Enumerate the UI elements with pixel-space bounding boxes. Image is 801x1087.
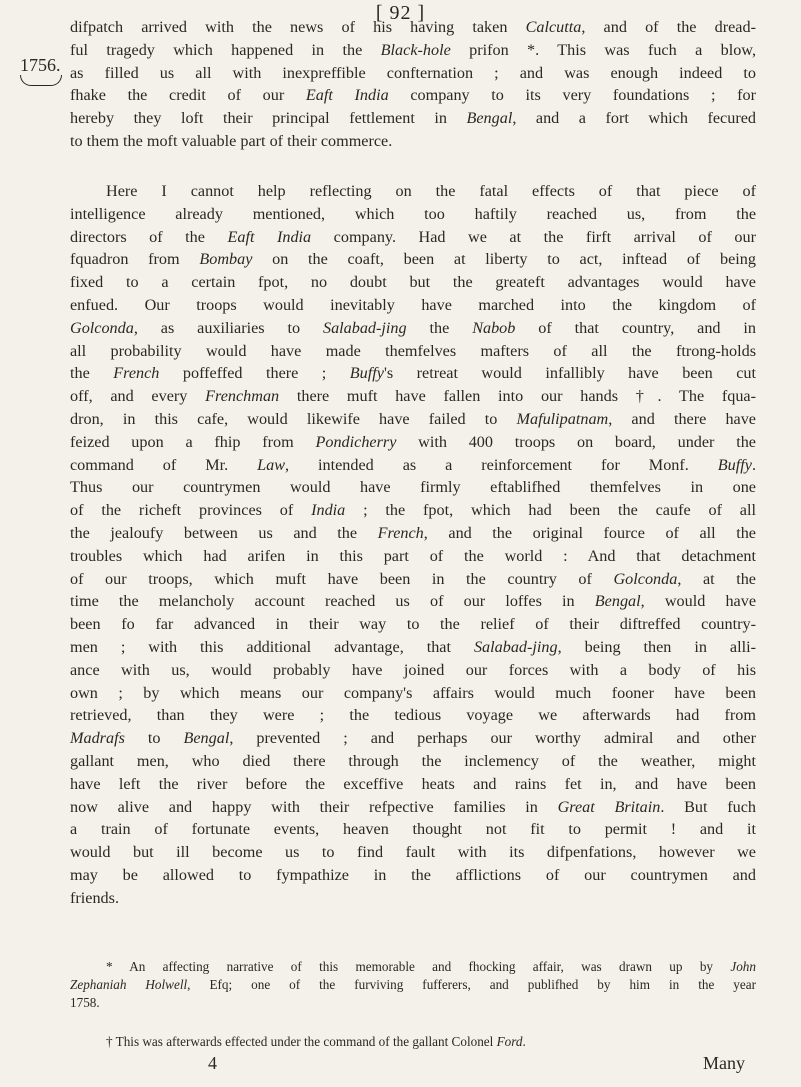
paragraph-1: [70, 16, 756, 153]
paragraph-2: [70, 180, 756, 910]
page-number: [ 92 ]: [375, 2, 426, 24]
text-line: Madrafs to Bengal, prevented ; and perhaps our worthy admiral and other: [70, 729, 756, 748]
text-line: may be allowed to fympathize in the afflictions of our countrymen and: [70, 865, 756, 884]
footnote-line: † This was afterwards effected under the command of the gallant Colonel Ford.: [106, 1034, 526, 1049]
text-line: the French poffeffed there ; Buffy's retreat would infallibly have been cut: [70, 364, 756, 383]
text-line: all probability would have made themfelves mafters of all the ftrong-holds: [70, 341, 756, 360]
text-line: Golconda, as auxiliaries to Salabad-jing the Nabob of that country, and in: [70, 318, 757, 337]
text-line: friends.: [70, 888, 119, 907]
text-line: intelligence already mentioned, which too haftily reached us, from the: [70, 204, 756, 223]
catchword: Many: [703, 1053, 745, 1073]
text-line: men ; with this additional advantage, that Salabad-jing, being then in alli-: [70, 637, 756, 656]
text-line: Thus our countrymen would have firmly eftablifhed themfelves in one: [70, 478, 756, 497]
text-line: fhake the credit of our Eaft India company to its very foundations ; for: [70, 86, 756, 105]
footnote-line: Zephaniah Holwell, Efq; one of the furviving fufferers, and publifhed by him in the year: [70, 977, 756, 992]
text-line: gallant men, who died there through the inclemency of the weather, might: [70, 751, 756, 770]
text-line: fixed to a certain fpot, no doubt but the greateft advantages would have: [70, 273, 756, 292]
text-line: as filled us all with inexpreffible confternation ; and was enough indeed to: [70, 63, 756, 82]
text-line: troubles which had arifen in this part of the world : And that detachment: [70, 546, 756, 565]
text-line: the jealoufy between us and the French, and the original fource of all the: [70, 523, 756, 542]
text-line: ance with us, would probably have joined our forces with a body of his: [70, 660, 756, 679]
text-line: fquadron from Bombay on the coaft, been at liberty to act, inftead of being: [70, 250, 756, 269]
signature-mark: 4: [208, 1053, 217, 1073]
text-line: a train of fortunate events, heaven thought not fit to permit ! and it: [70, 820, 756, 839]
margin-year: 1756.: [20, 55, 61, 75]
text-line: of the richeft provinces of India ; the fpot, which had been the caufe of all: [70, 501, 756, 520]
text-line: to them the moft valuable part of their commerce.: [70, 131, 393, 150]
text-line: off, and every Frenchman there muft have fallen into our hands †. The fqua-: [70, 387, 756, 406]
text-line: have left the river before the exceffive heats and rains fet in, and have been: [70, 774, 756, 793]
text-line: would but ill become us to find fault with its difpenfations, however we: [70, 843, 756, 862]
margin-brace: [20, 75, 62, 86]
text-line: of our troops, which muft have been in the country of Golconda, at the: [70, 569, 756, 588]
footnote-line: * An affecting narrative of this memorable and fhocking affair, was drawn up by John: [106, 959, 756, 974]
text-line: enfued. Our troops would inevitably have marched into the kingdom of: [70, 295, 756, 314]
text-line: hereby they loft their principal fettlement in Bengal, and a fort which fecured: [70, 109, 756, 128]
footnote-1: [70, 958, 756, 1012]
text-line: feized upon a fhip from Pondicherry with 400 troops on board, under the: [70, 432, 756, 451]
text-line: dron, in this cafe, would likewife have failed to Mafulipatnam, and there have: [70, 409, 756, 428]
footnote-2: [70, 1033, 756, 1051]
text-line: own ; by which means our company's affairs would much fooner have been: [70, 683, 756, 702]
text-line: ful tragedy which happened in the Black-hole prifon *. This was fuch a blow,: [70, 40, 756, 59]
text-line: been fo far advanced in their way to the relief of their diftreffed country-: [70, 615, 756, 634]
text-line: time the melancholy account reached us of our loffes in Bengal, would have: [70, 592, 757, 611]
text-line: Here I cannot help reflecting on the fatal effects of that piece of: [106, 182, 756, 200]
text-line: difpatch arrived with the news of his having taken Calcutta, and of the dread-: [70, 18, 756, 36]
text-line: command of Mr. Law, intended as a reinforcement for Monf. Buffy.: [70, 455, 756, 474]
text-line: now alive and happy with their refpective families in Great Britain. But fuch: [70, 797, 756, 816]
text-line: directors of the Eaft India company. Had we at the firft arrival of our: [70, 227, 756, 246]
text-line: retrieved, than they were ; the tedious voyage we afterwards had from: [70, 706, 756, 725]
footnote-line: 1758.: [70, 995, 100, 1010]
